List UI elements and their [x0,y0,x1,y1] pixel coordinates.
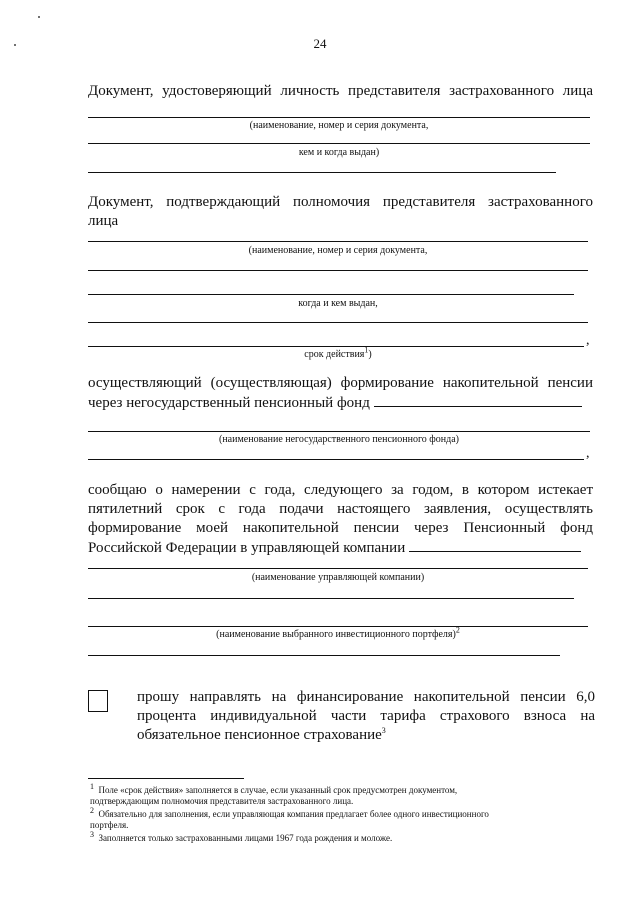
request-checkbox[interactable] [88,690,108,712]
rep-authority-title: Документ, подтверждающий полномочия представителя застрахованного лица [88,194,593,229]
rep-authority-caption-3: срок действия$^1$) [304,345,372,360]
footnote-ref-2: 2 [455,625,460,635]
footnote-separator [88,778,244,779]
portfolio-field-2[interactable] [88,655,560,656]
intention-text: сообщаю о намерении с года, следующего за годом, в котором истекает пятилетний срок с года подачи настоящего заявления, осуществлять формирование моей накопительной пенсии через Пенсионный фонд Российской Федерации в управляющей компании [88,482,593,556]
management-company-inline-field[interactable] [409,538,581,552]
rep-identity-title: Документ, удостоверяющий личность представителя застрахованного лица [88,83,593,99]
footnote-ref-1: 1 [364,345,369,355]
rep-identity-field-1[interactable] [88,117,590,118]
footnote-2: $^2$ Обязательно для заполнения, если управляющая компания предлагает более одного инвестиционного портфеля. [90,806,489,830]
footnote-ref-3: 3 [381,726,386,735]
footnote-num-1: 1 [90,782,94,791]
npf-text: осуществляющий (осуществляющая) формирование накопительной пенсии через негосударственный пенсионный фонд [88,375,593,411]
npf-inline-field[interactable] [374,393,582,407]
rep-authority-caption-1: (наименование, номер и серия документа, [248,245,428,256]
footnote-1: $^1$ Поле «срок действия» заполняется в случае, если указанный срок предусмотрен документом, подтверждающим полномочия представителя застрахованного лица. [90,782,458,806]
management-company-caption: (наименование управляющей компании) [251,572,425,583]
management-company-field-2[interactable] [88,598,574,599]
rep-identity-caption-1: (наименование, номер и серия документа, [249,120,429,131]
portfolio-caption: (наименование выбранного инвестиционного портфеля)$^2$ [216,625,460,640]
footnote-num-3: 3 [90,830,94,839]
management-company-field-1[interactable] [88,568,588,569]
rep-identity-field-2[interactable] [88,143,590,144]
rep-authority-field-4[interactable] [88,322,588,323]
rep-authority-comma: , [586,333,590,348]
npf-comma: , [586,446,590,461]
rep-authority-field-2[interactable] [88,270,588,271]
npf-field-2[interactable] [88,459,584,460]
rep-authority-caption-2: когда и кем выдан, [298,298,378,309]
scan-dot [38,16,40,18]
rep-identity-caption-2: кем и когда выдан) [298,147,380,158]
page-number: 24 [313,36,327,51]
rep-authority-field-1[interactable] [88,241,588,242]
scan-dot [14,44,16,46]
npf-caption: (наименование негосударственного пенсионного фонда) [219,434,459,445]
rep-identity-field-3[interactable] [88,172,556,173]
portfolio-field-1[interactable] [88,626,588,627]
npf-field-1[interactable] [88,431,590,432]
rep-authority-field-3[interactable] [88,294,574,295]
footnote-num-2: 2 [90,806,94,815]
rep-authority-field-5[interactable] [88,346,584,347]
footnote-3: $^3$ Заполняется только застрахованными лицами 1967 года рождения и моложе. [90,830,393,843]
request-text: прошу направлять на финансирование накопительной пенсии 6,0 процента индивидуальной части тарифа страхового взноса на обязательное пенсионное страхование$^3$ [137,689,595,743]
